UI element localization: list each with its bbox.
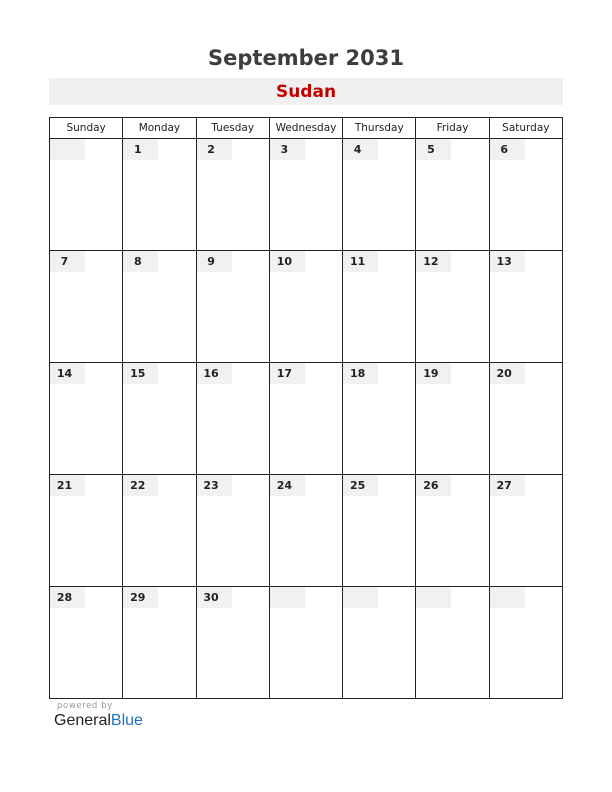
day-cell[interactable] xyxy=(269,587,342,699)
calendar-title: September 2031 xyxy=(208,46,404,70)
day-number: 1 xyxy=(123,139,158,160)
brand-general-text: General xyxy=(54,712,111,729)
day-number: 30 xyxy=(197,587,232,608)
day-number: 14 xyxy=(50,363,85,384)
day-cell[interactable] xyxy=(489,251,562,363)
weekday-monday: Monday xyxy=(123,118,196,139)
weekday-wednesday: Wednesday xyxy=(269,118,342,139)
day-number xyxy=(50,139,85,160)
day-cell[interactable] xyxy=(416,587,489,699)
day-cell[interactable] xyxy=(343,251,416,363)
day-cell[interactable] xyxy=(50,475,123,587)
day-cell[interactable] xyxy=(489,363,562,475)
country-name: Sudan xyxy=(275,82,337,102)
day-cell[interactable] xyxy=(123,251,196,363)
day-number: 2 xyxy=(197,139,232,160)
day-cell[interactable] xyxy=(343,139,416,251)
day-cell[interactable] xyxy=(196,251,269,363)
day-number: 26 xyxy=(416,475,451,496)
day-cell[interactable] xyxy=(343,475,416,587)
day-cell[interactable] xyxy=(123,363,196,475)
week-row xyxy=(50,475,563,587)
day-cell[interactable] xyxy=(343,587,416,699)
day-number: 29 xyxy=(123,587,158,608)
day-number: 19 xyxy=(416,363,451,384)
day-number: 4 xyxy=(343,139,378,160)
day-cell[interactable] xyxy=(343,363,416,475)
day-cell[interactable] xyxy=(50,251,123,363)
weekday-friday: Friday xyxy=(416,118,489,139)
day-number xyxy=(270,587,305,608)
day-cell[interactable] xyxy=(269,363,342,475)
weekday-sunday: Sunday xyxy=(50,118,123,139)
day-number: 8 xyxy=(123,251,158,272)
day-cell[interactable] xyxy=(196,363,269,475)
day-number xyxy=(343,587,378,608)
week-row xyxy=(50,363,563,475)
day-cell[interactable] xyxy=(489,139,562,251)
day-cell[interactable] xyxy=(196,587,269,699)
day-number: 24 xyxy=(270,475,305,496)
day-number: 3 xyxy=(270,139,305,160)
day-number: 27 xyxy=(490,475,525,496)
generalblue-logo[interactable] xyxy=(54,712,143,730)
day-number: 17 xyxy=(270,363,305,384)
day-cell[interactable] xyxy=(416,363,489,475)
day-number: 18 xyxy=(343,363,378,384)
day-number: 12 xyxy=(416,251,451,272)
day-number: 9 xyxy=(197,251,232,272)
weekday-header-row xyxy=(50,118,563,139)
day-cell[interactable] xyxy=(416,475,489,587)
weekday-saturday: Saturday xyxy=(489,118,562,139)
day-cell[interactable] xyxy=(489,587,562,699)
day-cell[interactable] xyxy=(269,251,342,363)
day-cell[interactable] xyxy=(489,475,562,587)
weekday-tuesday: Tuesday xyxy=(196,118,269,139)
day-cell[interactable] xyxy=(416,251,489,363)
calendar-grid xyxy=(49,117,563,699)
day-number xyxy=(416,587,451,608)
day-number: 15 xyxy=(123,363,158,384)
day-number: 16 xyxy=(197,363,232,384)
day-number: 7 xyxy=(50,251,85,272)
day-cell[interactable] xyxy=(50,139,123,251)
day-cell[interactable] xyxy=(416,139,489,251)
day-cell[interactable] xyxy=(269,139,342,251)
day-cell[interactable] xyxy=(196,475,269,587)
day-cell[interactable] xyxy=(269,475,342,587)
powered-by-label: powered by xyxy=(57,701,113,711)
day-cell[interactable] xyxy=(123,139,196,251)
day-number xyxy=(490,587,525,608)
day-number: 6 xyxy=(490,139,525,160)
day-cell[interactable] xyxy=(50,363,123,475)
day-number: 5 xyxy=(416,139,451,160)
day-number: 11 xyxy=(343,251,378,272)
day-cell[interactable] xyxy=(123,587,196,699)
day-cell[interactable] xyxy=(123,475,196,587)
day-number: 28 xyxy=(50,587,85,608)
week-row xyxy=(50,587,563,699)
day-number: 21 xyxy=(50,475,85,496)
day-number: 20 xyxy=(490,363,525,384)
week-row xyxy=(50,139,563,251)
brand-blue-text: Blue xyxy=(110,712,143,729)
day-number: 10 xyxy=(270,251,305,272)
day-number: 22 xyxy=(123,475,158,496)
day-number: 25 xyxy=(343,475,378,496)
week-row xyxy=(50,251,563,363)
day-cell[interactable] xyxy=(50,587,123,699)
day-number: 13 xyxy=(490,251,525,272)
day-number: 23 xyxy=(197,475,232,496)
weekday-thursday: Thursday xyxy=(343,118,416,139)
country-banner xyxy=(49,78,563,105)
day-cell[interactable] xyxy=(196,139,269,251)
